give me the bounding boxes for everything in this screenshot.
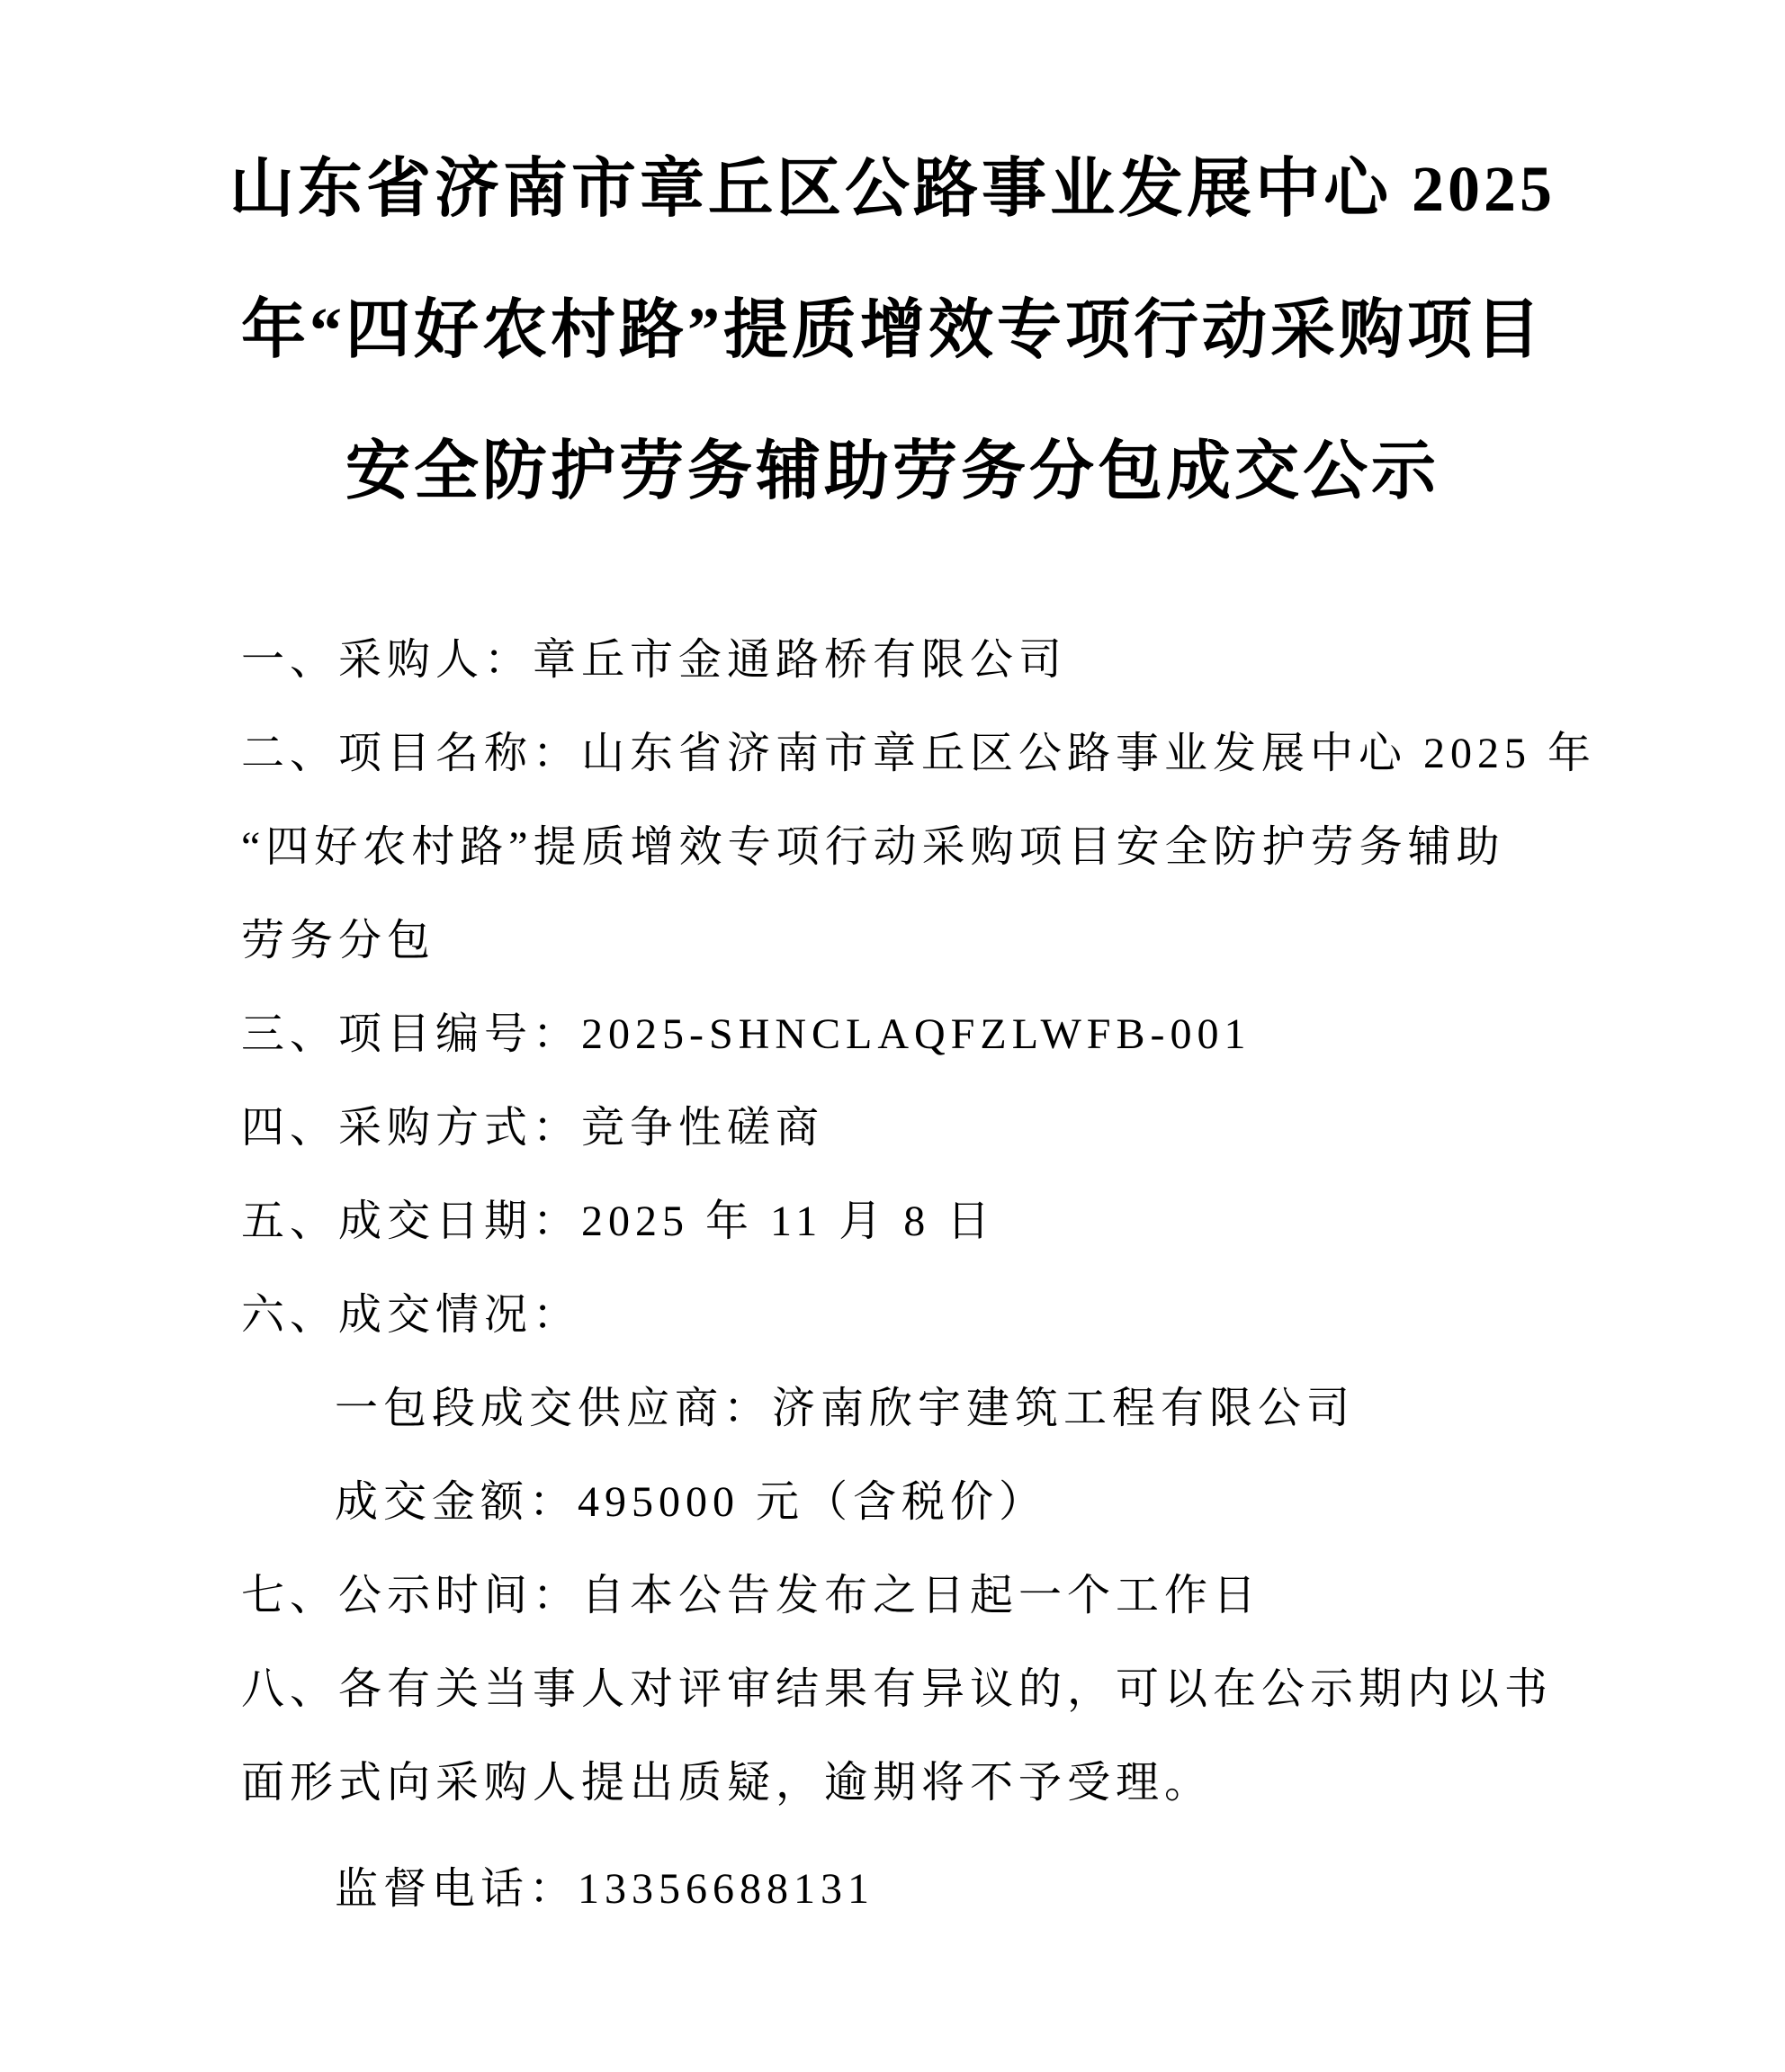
line-deal-amount: 成交金额：495000 元（含税价） <box>335 1478 1048 1526</box>
announcement-title <box>0 0 1785 543</box>
title-line-3: 安全防护劳务辅助劳务分包成交公示 <box>345 435 1440 507</box>
line-objection-clause-1: 八、各有关当事人对评审结果有异议的，可以在公示期内以书 <box>241 1665 1554 1713</box>
line-project-name-2: “四好农村路”提质增效专项行动采购项目安全防护劳务辅助 <box>241 823 1505 871</box>
line-supervision-phone: 监督电话：13356688131 <box>335 1865 875 1913</box>
line-deal-date: 五、成交日期：2025 年 11 月 8 日 <box>241 1197 996 1245</box>
line-publicity-period: 七、公示时间：自本公告发布之日起一个工作日 <box>241 1572 1262 1619</box>
line-deal-status: 六、成交情况： <box>241 1291 582 1339</box>
line-project-name-1: 二、项目名称：山东省济南市章丘区公路事业发展中心 2025 年 <box>241 730 1597 777</box>
title-line-2: 年“四好农村路”提质增效专项行动采购项目 <box>240 294 1544 366</box>
line-project-number: 三、项目编号：2025-SHNCLAQFZLWFB-001 <box>241 1010 1251 1058</box>
line-procurement-method: 四、采购方式：竞争性磋商 <box>241 1104 825 1152</box>
line-purchaser: 一、采购人：章丘市金通路桥有限公司 <box>241 636 1068 684</box>
line-objection-clause-2: 面形式向采购人提出质疑，逾期将不予受理。 <box>241 1759 1214 1807</box>
line-winning-supplier: 一包段成交供应商：济南欣宇建筑工程有限公司 <box>335 1385 1356 1432</box>
line-project-name-3: 劳务分包 <box>241 917 436 964</box>
announcement-body <box>241 614 1597 1936</box>
title-line-1: 山东省济南市章丘区公路事业发展中心 2025 <box>229 153 1556 225</box>
